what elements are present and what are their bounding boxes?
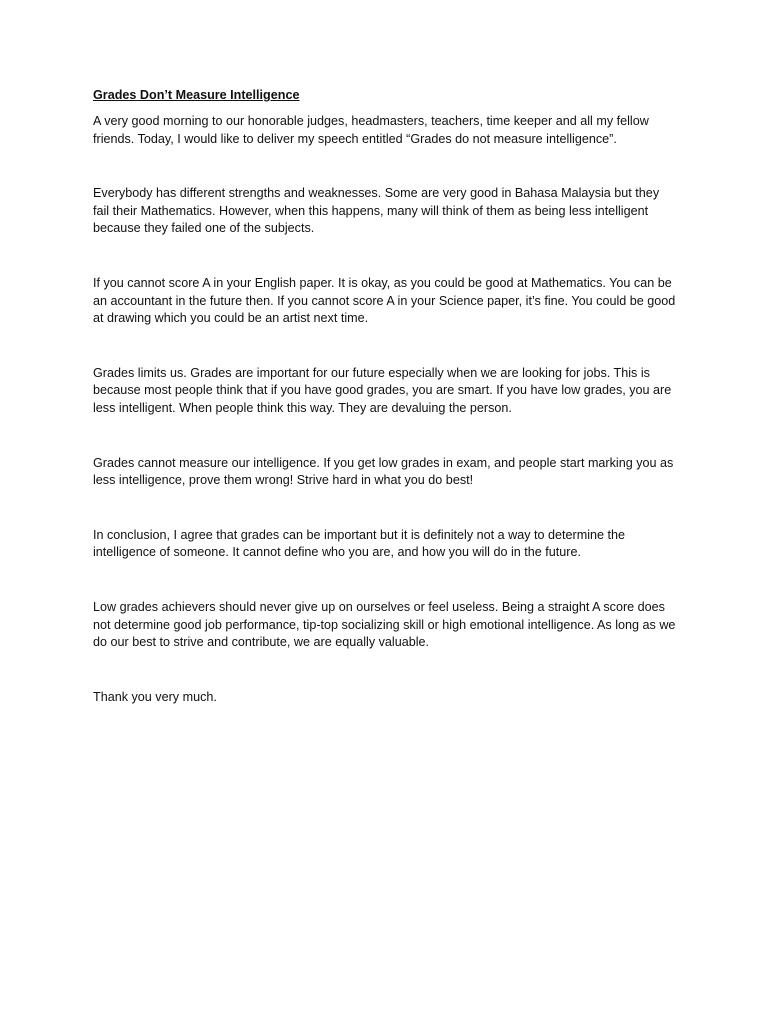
paragraph-subjects: If you cannot score A in your English paper. It is okay, as you could be good at Mathematics. You can be an accountant in the future then. If you cannot score A in your Science paper, it’s fine. You could be good at drawing which you could be an artist next time. [93, 275, 676, 326]
document-body [93, 86, 677, 706]
paragraph-thanks: Thank you very much. [93, 689, 217, 704]
paragraph-measure: Grades cannot measure our intelligence. If you get low grades in exam, and people start marking you as less intelligence, prove them wrong! Strive hard in what you do best! [93, 455, 674, 488]
paragraph-low-grades: Low grades achievers should never give up on ourselves or feel useless. Being a straight A score does not determine good job performance, tip-top socializing skill or high emotional intelligence. As long as we do our best to strive and contribute, we are equally valuable. [93, 599, 676, 650]
paragraph-strengths: Everybody has different strengths and weaknesses. Some are very good in Bahasa Malaysia but they fail their Mathematics. However, when this happens, many will think of them as being less intelligent because they failed one of the subjects. [93, 186, 660, 236]
paragraph-grades-limit: Grades limits us. Grades are important for our future especially when we are looking for jobs. This is because most people think that if you have good grades, you are smart. If you have low grades, you are less intelligent. When people think this way. They are devaluing the person. [93, 365, 672, 415]
paragraph-greeting: A very good morning to our honorable judges, headmasters, teachers, time keeper and all my fellow friends. Today, I would like to deliver my speech entitled “Grades do not measure intelligence”. [93, 114, 649, 146]
paragraph-conclusion: In conclusion, I agree that grades can be important but it is definitely not a way to determine the intelligence of someone. It cannot define who you are, and how you will do in the future. [93, 527, 626, 560]
document-title: Grades Don’t Measure Intelligence [93, 88, 300, 102]
